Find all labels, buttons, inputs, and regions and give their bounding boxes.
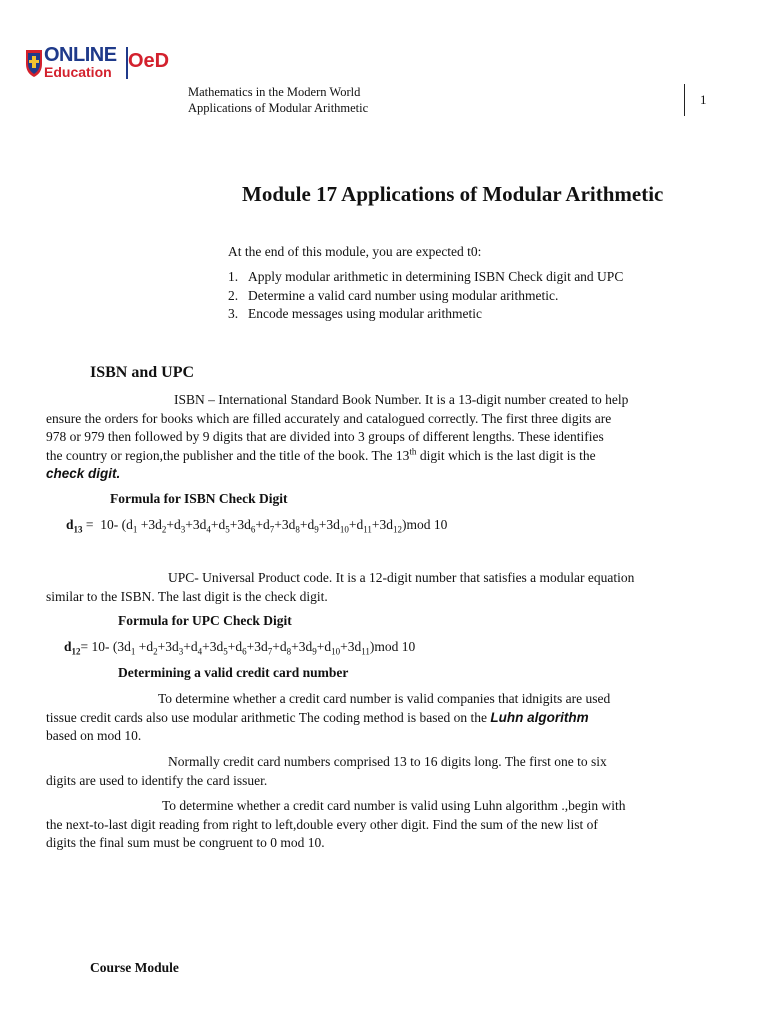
list-item: 1. Apply modular arithmetic in determining ISBN Check digit and UPC [228,269,624,284]
section-heading-credit-card: Determining a valid credit card number [118,665,349,680]
list-item: 3. Encode messages using modular arithmetic [228,306,482,321]
header-course: Mathematics in the Modern World [188,85,361,99]
credit-paragraph-2: Normally credit card numbers comprised 13 to 16 digits long. The first one to six digits are used to identify the card issuer. [46,754,607,788]
page-title: Module 17 Applications of Modular Arithmetic [242,182,664,206]
luhn-algorithm-term: Luhn algorithm [490,709,589,725]
logo-education-text: Education [44,64,112,80]
credit-paragraph-1: To determine whether a credit card number is valid companies that idnigits are used tissue credit cards also use modular arithmetic The coding method is based on the Luhn algorithm based on mod 10. [46,691,611,744]
logo-oed-text: OeD [128,50,170,72]
isbn-formula-heading: Formula for ISBN Check Digit [110,491,288,506]
isbn-paragraph: ISBN – International Standard Book Number. It is a 13-digit number created to help ensure the orders for books which are filled accurately and catalogued correctly. The first three digits are 978 or 979 then followed by 9 digits that are divided into 3 groups of different lengths. These identifies the country or region,the publisher and the title of the book. The 13th digit which is the last digit is the check digit. [46,391,726,484]
credit-paragraph-3: To determine whether a credit card number is valid using Luhn algorithm .,begin with the next-to-last digit reading from right to left,double every other digit. Find the sum of the new list of digits the final sum must be congruent to 0 mod 10. [46,798,626,851]
page-number: 1 [700,92,707,107]
upc-formula-heading: Formula for UPC Check Digit [118,613,292,628]
objectives-intro: At the end of this module, you are expected t0: [228,244,482,259]
list-item: 2. Determine a valid card number using modular arithmetic. [228,287,559,303]
isbn-formula: $d_{13} = 10-$ $(d_1 +3d_2+d_3+3d_4+d_5+3d_6+d_7+3d_8+d_9+3d_{10}+d_{11}+3d_{12})mod$ 10 [66,517,448,535]
objectives-list [228,268,623,324]
header-topic: Applications of Modular Arithmetic [188,101,369,115]
upc-formula: $d_{12}= 10-$ $(3d_1 +d_2+3d_3+d_4+3d_5+d_6+3d_7+d_8+3d_9+d_{10}+3d_{11})mod$ 10 [64,639,416,657]
logo-online-text: ONLINE [44,44,117,66]
page-number-rule [684,84,685,116]
check-digit-term: check digit. [46,466,121,482]
upc-paragraph: UPC- Universal Product code. It is a 12-digit number that satisfies a modular equation similar to the ISBN. The last digit is the check digit. [46,570,635,604]
university-crest-icon [24,46,44,78]
section-heading-isbn-upc: ISBN and UPC [90,364,195,381]
page-footer: Course Module [90,960,179,975]
